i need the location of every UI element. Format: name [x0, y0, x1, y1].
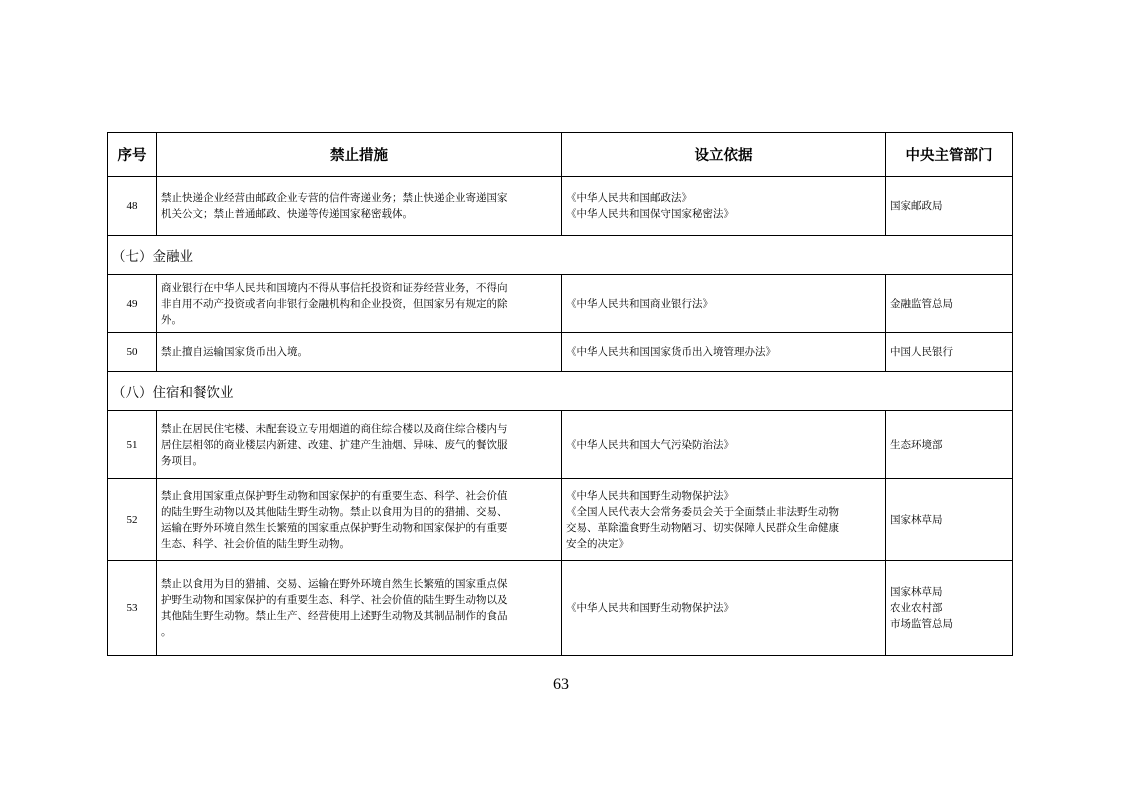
table-row — [108, 561, 1013, 656]
measure-line: 禁止擅自运输国家货币出入境。 — [161, 346, 308, 358]
measure-line: 禁止在居民住宅楼、未配套设立专用烟道的商住综合楼以及商住综合楼内与 — [161, 422, 508, 435]
department-line: 国家林草局 — [890, 586, 943, 598]
measure-cell — [157, 177, 562, 236]
section-title: （七）金融业 — [108, 236, 1013, 275]
measure-line: 非自用不动产投资或者向非银行金融机构和企业投资，但国家另有规定的除 — [161, 297, 508, 310]
row-number: 49 — [108, 275, 157, 333]
header-number: 序号 — [108, 133, 157, 177]
basis-line: 《中华人民共和国国家货币出入境管理办法》 — [566, 346, 776, 358]
basis-line: 《全国人民代表大会常务委员会关于全面禁止非法野生动物 — [566, 505, 839, 518]
department-cell — [886, 479, 1013, 561]
measure-cell — [157, 479, 562, 561]
table-row — [108, 411, 1013, 479]
measure-line: 护野生动物和国家保护的有重要生态、科学、社会价值的陆生野生动物以及 — [161, 594, 508, 606]
table-row — [108, 275, 1013, 333]
measure-line: 居住层相邻的商业楼层内新建、改建、扩建产生油烟、异味、废气的餐饮服 — [161, 438, 508, 451]
measure-line: 其他陆生野生动物。禁止生产、经营使用上述野生动物及其制品制作的食品 — [161, 610, 508, 622]
row-number: 52 — [108, 479, 157, 561]
measure-line: 外。 — [161, 313, 182, 326]
measure-line: 禁止快递企业经营由邮政企业专营的信件寄递业务；禁止快递企业寄递国家 — [161, 192, 508, 204]
department-line: 国家邮政局 — [890, 200, 943, 212]
header-measure: 禁止措施 — [157, 133, 562, 177]
section-row — [108, 372, 1013, 411]
page-number: 63 — [553, 676, 569, 693]
department-cell — [886, 177, 1013, 236]
table-header-row — [108, 133, 1013, 177]
department-line: 中国人民银行 — [890, 346, 953, 358]
measure-line: 禁止以食用为目的猎捕、交易、运输在野外环境自然生长繁殖的国家重点保 — [161, 578, 508, 590]
measure-line: 。 — [161, 626, 172, 638]
row-number: 53 — [108, 561, 157, 656]
department-cell — [886, 561, 1013, 656]
measure-line: 的陆生野生动物以及其他陆生野生动物。禁止以食用为目的的猎捕、交易、 — [161, 505, 508, 518]
measure-line: 务项目。 — [161, 454, 203, 467]
department-line: 国家林草局 — [890, 513, 943, 526]
measure-cell — [157, 275, 562, 333]
measure-line: 运输在野外环境自然生长繁殖的国家重点保护野生动物和国家保护的有重要 — [161, 521, 508, 534]
header-basis: 设立依据 — [562, 133, 886, 177]
basis-line: 《中华人民共和国保守国家秘密法》 — [566, 208, 734, 220]
basis-cell — [562, 479, 886, 561]
department-line: 生态环境部 — [890, 438, 943, 451]
table-row — [108, 333, 1013, 372]
section-row — [108, 236, 1013, 275]
basis-line: 《中华人民共和国商业银行法》 — [566, 297, 713, 310]
measure-line: 商业银行在中华人民共和国境内不得从事信托投资和证券经营业务，不得向 — [161, 281, 508, 294]
basis-cell — [562, 333, 886, 372]
table-row — [108, 177, 1013, 236]
department-line: 农业农村部 — [890, 602, 943, 614]
section-title: （八）住宿和餐饮业 — [108, 372, 1013, 411]
basis-line: 交易、革除滥食野生动物陋习、切实保障人民群众生命健康 — [566, 521, 839, 534]
department-line: 金融监管总局 — [890, 297, 953, 310]
basis-cell — [562, 177, 886, 236]
header-department: 中央主管部门 — [886, 133, 1013, 177]
measure-line: 禁止食用国家重点保护野生动物和国家保护的有重要生态、科学、社会价值 — [161, 489, 508, 502]
basis-line: 《中华人民共和国大气污染防治法》 — [566, 438, 734, 451]
basis-cell — [562, 561, 886, 656]
basis-line: 《中华人民共和国野生动物保护法》 — [566, 602, 734, 614]
measure-cell — [157, 561, 562, 656]
department-cell — [886, 411, 1013, 479]
basis-cell — [562, 411, 886, 479]
department-cell — [886, 333, 1013, 372]
basis-line: 《中华人民共和国野生动物保护法》 — [566, 489, 734, 502]
row-number: 50 — [108, 333, 157, 372]
basis-line: 安全的决定》 — [566, 537, 629, 550]
regulation-table — [107, 132, 1013, 656]
basis-line: 《中华人民共和国邮政法》 — [566, 192, 692, 204]
basis-cell — [562, 275, 886, 333]
row-number: 51 — [108, 411, 157, 479]
measure-cell — [157, 411, 562, 479]
measure-line: 机关公文；禁止普通邮政、快递等传递国家秘密载体。 — [161, 208, 413, 220]
measure-cell — [157, 333, 562, 372]
measure-line: 生态、科学、社会价值的陆生野生动物。 — [161, 537, 350, 550]
department-cell — [886, 275, 1013, 333]
department-line: 市场监管总局 — [890, 618, 953, 630]
row-number: 48 — [108, 177, 157, 236]
table-row — [108, 479, 1013, 561]
